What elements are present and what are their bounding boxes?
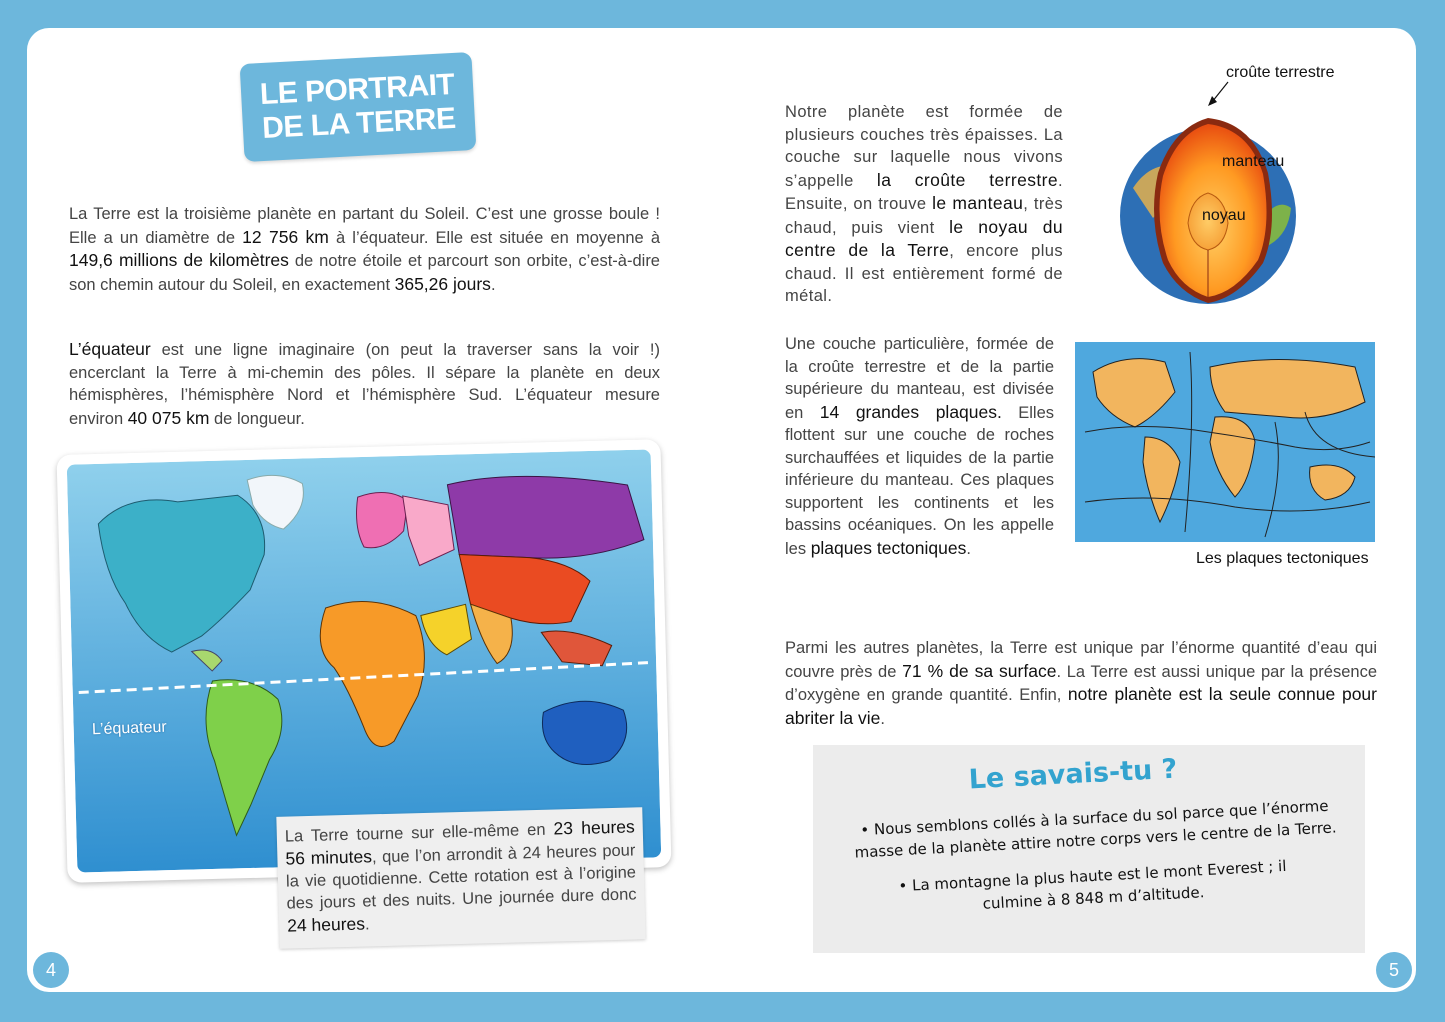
tectonic-plates-map (1075, 342, 1375, 542)
page-title-line-2: DE LA TERRE (261, 101, 457, 146)
did-you-know-item-gravity: • Nous semblons collés à la surface du sol parce que l’énorme masse de la planète attire notre corps vers le centre de la Terre. (854, 796, 1337, 862)
rotation-paragraph (285, 815, 638, 937)
rotation-text-1: La Terre tourne sur elle-même en (284, 820, 554, 846)
layers-paragraph (785, 101, 1063, 308)
did-you-know-item-everest: • La montagne la plus haute est le mont Everest ; il culmine à 8 848 m d’altitude. (898, 856, 1287, 913)
crust-pointer-arrow (1200, 78, 1240, 118)
layers-mantle: le manteau (932, 193, 1024, 213)
layers-text-4: , encore plus chaud. Il est entièrement formé de métal. (785, 242, 1063, 305)
intro-orbit-days: 365,26 jours (394, 273, 491, 294)
plates-paragraph (785, 333, 1054, 560)
intro-diameter: 12 756 km (242, 226, 329, 247)
intro-text-4: . (490, 275, 496, 294)
page-number-right: 5 (1376, 952, 1412, 988)
layers-text-1: Notre planète est formée de plusieurs couches très épaisses. La couche sur laquelle nous vivons s’appelle (785, 103, 1063, 190)
plates-text-2: Elles flottent sur une couche de roches surchauffées et liquides de la partie inférieure du manteau. Ces plaques supportent les continents et les bassins océaniques. On les appelle les (785, 403, 1054, 558)
plates-count: 14 grandes plaques. (819, 401, 1002, 422)
water-text-3: . (880, 709, 885, 728)
layers-text-2: . Ensuite, on trouve (785, 171, 1063, 213)
rotation-duration: 23 heures 56 minutes (285, 816, 635, 869)
did-you-know-title: Le savais-tu ? (967, 753, 1179, 796)
water-text-2: . La Terre est aussi unique par la présence d’oxygène en grande quantité. Enfin, (785, 662, 1377, 704)
equator-map-label: L’équateur (91, 718, 167, 739)
intro-text-2: à l’équateur. Elle est située en moyenne à (328, 228, 661, 247)
water-text-1: Parmi les autres planètes, la Terre est unique par l’énorme quantité d’eau qui couvre près de (785, 639, 1377, 681)
layers-core: le noyau du centre de la Terre (785, 216, 1063, 260)
page-number-left: 4 (33, 952, 69, 988)
rotation-text-2: , que l’on arrondit à 24 heures pour la vie quotidienne. Cette rotation est à l’origine des jours et des nuits. Une journée dure donc (285, 841, 637, 913)
equator-length: 40 075 km (127, 407, 210, 428)
crust-label: croûte terrestre (1226, 64, 1335, 81)
intro-distance: 149,6 millions de kilomètres (69, 250, 289, 270)
water-life: notre planète est la seule connue pour abriter la vie (785, 684, 1377, 728)
rotation-info-box (276, 807, 645, 949)
intro-paragraph (69, 203, 660, 296)
equator-text-2: de longueur. (209, 409, 305, 428)
plates-text-3: . (966, 539, 971, 558)
rotation-text-3: . (364, 915, 370, 934)
plates-text-1: Une couche particulière, formée de la croûte terrestre et de la partie supérieure du manteau, est divisée en (785, 335, 1054, 422)
water-percentage: 71 % de sa surface (902, 660, 1057, 681)
equator-text-1: est une ligne imaginaire (on peut la traverser sans la voir !) encerclant la Terre à mi-chemin des pôles. Il sépare la planète en deux hémisphères, l’hémisphère Nord et l’hémisphère Sud. L’équateur mesure environ (69, 341, 660, 428)
layers-text-3: , très chaud, puis vient (785, 195, 1063, 237)
page-title-box (240, 52, 477, 162)
plates-caption: Les plaques tectoniques (1196, 550, 1369, 567)
water-paragraph (785, 637, 1377, 730)
earth-layers-illustration (1113, 98, 1303, 308)
page-title-line-1: LE PORTRAIT (259, 67, 456, 112)
did-you-know-box (813, 745, 1365, 953)
equator-paragraph (69, 338, 660, 430)
mantle-label: manteau (1222, 153, 1285, 170)
rotation-day-length: 24 heures (286, 913, 366, 936)
plates-term: plaques tectoniques (810, 537, 967, 558)
intro-text-1: La Terre est la troisième planète en partant du Soleil. C’est une grosse boule ! Elle a un diamètre de (69, 205, 660, 247)
layers-crust: la croûte terrestre (876, 169, 1059, 190)
intro-text-3: de notre étoile et parcourt son orbite, c’est-à-dire son chemin autour du Soleil, en exactement (69, 252, 660, 294)
core-label: noyau (1202, 207, 1246, 224)
equator-term: L’équateur (69, 339, 151, 359)
